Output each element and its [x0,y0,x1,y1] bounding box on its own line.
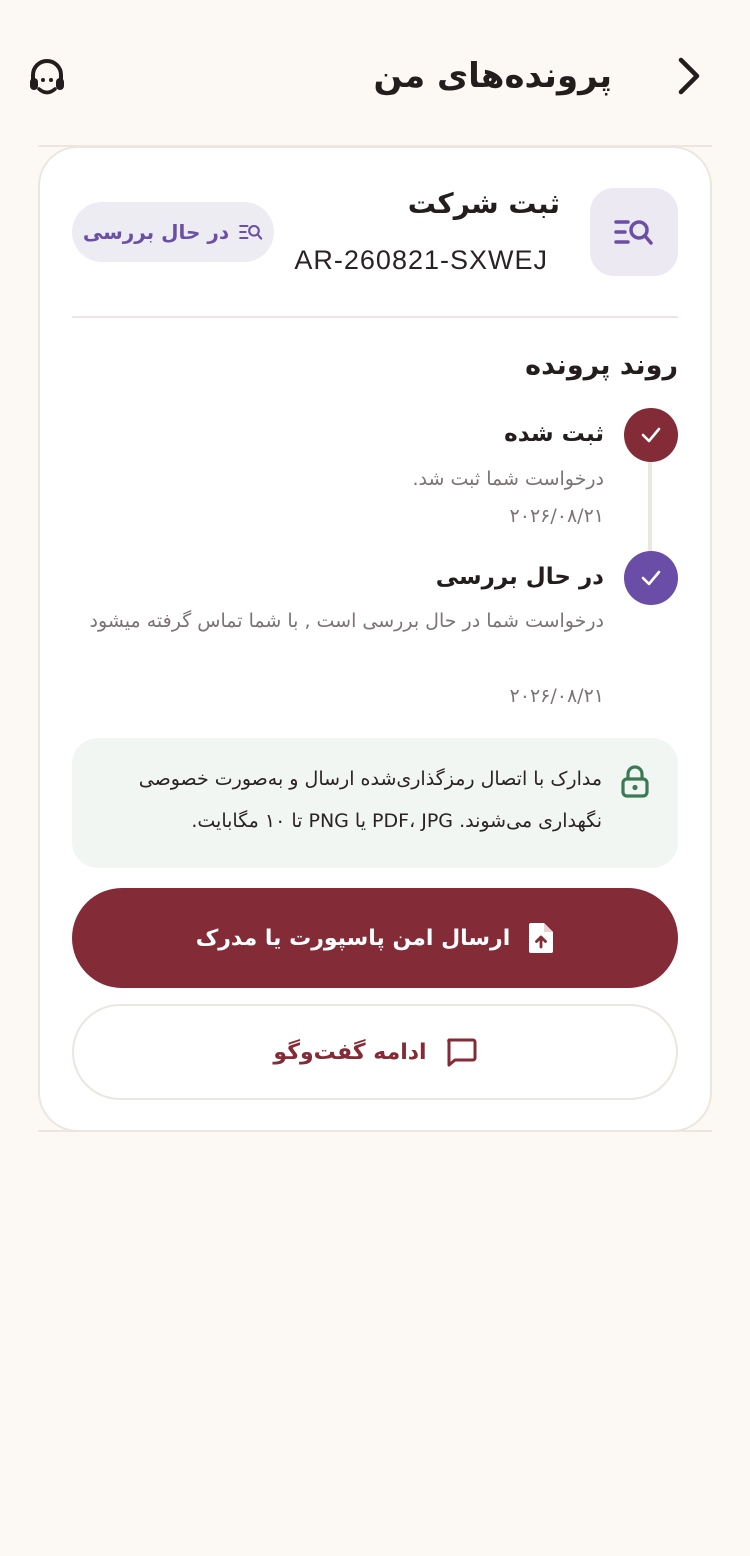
app-header [0,0,750,146]
timeline-step-2-date: ۲۰۲۶/۰۸/۲۱ [509,685,604,707]
check-icon [640,426,662,444]
chat-bubble-icon [445,1037,477,1067]
chevron-right-icon [673,56,703,96]
search-list-icon [239,222,263,242]
page-title: پرونده‌های من [373,56,612,96]
timeline-step-2-description: درخواست شما در حال بررسی است , با شما تماس گرفته میشود [89,610,604,632]
status-label: در حال بررسی [82,220,230,244]
upload-document-label: ارسال امن پاسپورت یا مدرک [195,925,511,951]
continue-chat-label: ادامه گفت‌وگو [273,1039,427,1065]
card-divider [72,316,678,318]
security-notice-text: مدارک با اتصال رمزگذاری‌شده ارسال و به‌صورت خصوصی نگهداری می‌شوند. PDF، JPG یا PNG تا ۱۰ مگابایت. [138,768,602,832]
lock-icon [620,764,650,798]
file-upload-icon [528,922,554,954]
security-notice [72,738,678,868]
check-icon [640,569,662,587]
bottom-divider [38,1130,712,1132]
timeline-step-1-description: درخواست شما ثبت شد. [412,468,604,490]
timeline-connector [648,460,652,556]
case-card [38,146,712,1132]
case-title: ثبت شرکت [407,187,560,220]
support-button[interactable] [24,54,70,100]
continue-chat-button[interactable] [72,1004,678,1100]
timeline-step-1-title: ثبت شده [504,421,604,447]
timeline-title: روند پرونده [525,350,678,381]
timeline-step-1-date: ۲۰۲۶/۰۸/۲۱ [509,505,604,527]
back-button[interactable] [666,54,710,98]
upload-document-button[interactable] [72,888,678,988]
timeline-step-2-dot [624,551,678,605]
status-badge [72,202,274,262]
headset-icon [26,56,68,98]
case-icon-box [590,188,678,276]
timeline-step-1-dot [624,408,678,462]
timeline-step-2-title: در حال بررسی [435,564,604,590]
case-id: AR-260821-SXWEJ [294,245,548,275]
search-list-icon [614,216,654,248]
